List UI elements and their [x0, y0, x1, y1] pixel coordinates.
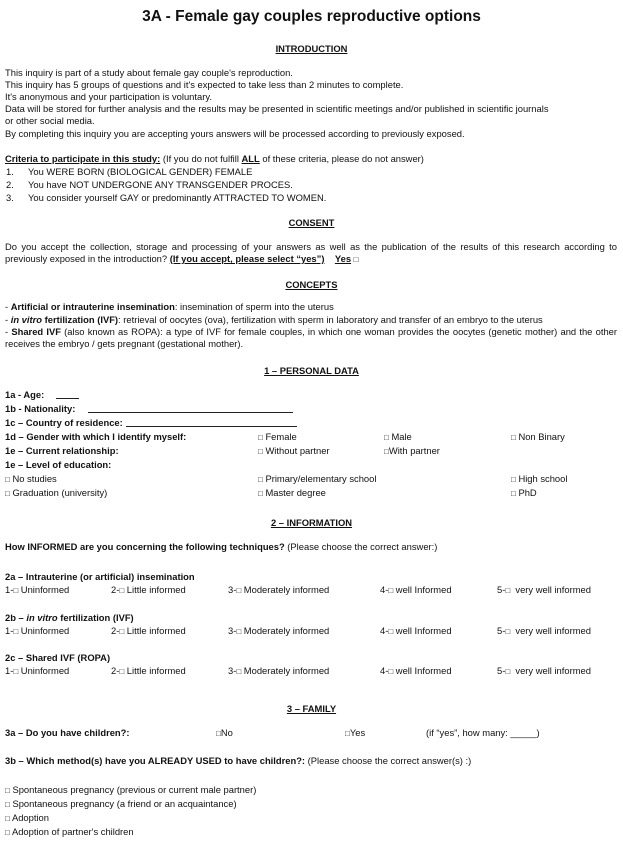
education-option-master[interactable] [258, 487, 326, 499]
checkbox-icon: □ [388, 586, 394, 595]
scale-option-3[interactable] [228, 665, 329, 677]
criteria-header [5, 153, 424, 164]
criteria-item: You have NOT UNDERGONE ANY TRANSGENDER PROCES. [28, 179, 293, 190]
concept-term: fertilization (IVF) [42, 314, 119, 325]
gender-option-male[interactable] [384, 431, 412, 443]
scale-num: 5- [497, 584, 506, 595]
nationality-field[interactable] [88, 403, 293, 413]
method-option[interactable] [5, 812, 49, 824]
gender-option-nonbinary[interactable] [511, 431, 565, 443]
concept-item: - in vitro fertilization (IVF): retrieval of oocytes (ova), fertilization with sperm in laboratory and transfer of an embryo to the uterus [5, 314, 543, 325]
checkbox-icon: □ [119, 627, 125, 636]
checkbox-icon: □ [505, 586, 511, 595]
information-question [5, 541, 437, 552]
technique-prefix: 2b – [5, 612, 27, 623]
methods-question [5, 755, 471, 766]
scale-label: Moderately informed [243, 625, 330, 636]
education-option-no-studies[interactable] [5, 473, 57, 485]
scale-label: Little informed [126, 584, 186, 595]
technique-prefix: 2c – [5, 652, 26, 663]
scale-label: well Informed [395, 625, 452, 636]
scale-option-5[interactable] [497, 584, 591, 596]
scale-num: 1- [5, 625, 14, 636]
scale-label: Moderately informed [243, 584, 330, 595]
family-heading: 3 – FAMILY [286, 703, 337, 714]
checkbox-icon: □ [258, 433, 263, 442]
checkbox-icon: □ [258, 475, 263, 484]
age-label: 1a - Age: [5, 389, 45, 400]
technique-2b-label [5, 612, 134, 623]
option-label: Non Binary [518, 431, 565, 442]
method-option[interactable] [5, 784, 256, 796]
checkbox-icon: □ [258, 447, 263, 456]
scale-option-1[interactable] [5, 584, 69, 596]
option-label: Primary/elementary school [265, 473, 377, 484]
option-label: Without partner [265, 445, 330, 456]
checkbox-icon: □ [345, 729, 350, 738]
concept-term: Shared IVF [11, 326, 61, 337]
option-label: Adoption of partner's children [11, 826, 134, 837]
checkbox-icon: □ [388, 667, 394, 676]
technique-prefix: 2a – [5, 571, 26, 582]
checkbox-icon: □ [13, 667, 19, 676]
option-label: Spontaneous pregnancy (a friend or an acquaintance) [12, 798, 237, 809]
checkbox-icon: □ [388, 627, 394, 636]
option-label: No [220, 727, 233, 738]
checkbox-icon: □ [5, 475, 10, 484]
personal-data-heading: 1 – PERSONAL DATA [264, 365, 359, 376]
relationship-option-with-partner[interactable] [384, 445, 440, 457]
scale-num: 2- [111, 665, 120, 676]
gender-label: 1d – Gender with which I identify myself: [5, 431, 187, 442]
criteria-item: You consider yourself GAY or predominantly ATTRACTED TO WOMEN. [28, 192, 327, 203]
scale-label: Moderately informed [243, 665, 330, 676]
consent-yes-label: Yes [334, 253, 352, 264]
concepts-heading: CONCEPTS [285, 279, 338, 290]
criteria-label: Criteria to participate in this study: [5, 153, 161, 164]
nationality-label: 1b - Nationality: [5, 403, 76, 414]
scale-option-3[interactable] [228, 625, 329, 637]
scale-option-1[interactable] [5, 625, 69, 637]
scale-num: 3- [228, 625, 237, 636]
consent-instruction: (If you accept, please select “yes”) [169, 253, 325, 264]
intro-line: It's anonymous and your participation is voluntary. [5, 91, 212, 102]
checkbox-icon: □ [505, 627, 511, 636]
checkbox-icon: □ [5, 828, 10, 837]
scale-option-4[interactable] [380, 665, 452, 677]
method-option[interactable] [5, 798, 237, 810]
question-text: How INFORMED are you concerning the following techniques? [5, 541, 285, 552]
checkbox-icon: □ [216, 729, 221, 738]
technique-2c-label [5, 652, 110, 663]
checkbox-icon: □ [505, 667, 511, 676]
relationship-label: 1e – Current relationship: [5, 445, 119, 456]
option-label: High school [518, 473, 568, 484]
education-option-phd[interactable] [511, 487, 537, 499]
scale-label: Uninformed [20, 584, 70, 595]
scale-option-2[interactable] [111, 665, 186, 677]
checkbox-icon: □ [236, 586, 242, 595]
question-text: 3b – Which method(s) have you ALREADY USED to have children?: [5, 755, 306, 766]
relationship-option-without-partner[interactable] [258, 445, 330, 457]
option-label: Yes [349, 727, 366, 738]
education-label: 1e – Level of education: [5, 459, 112, 470]
children-question: 3a – Do you have children?: [5, 727, 130, 738]
scale-num: 3- [228, 665, 237, 676]
question-instruction: (Please choose the correct answer:) [284, 541, 438, 552]
checkbox-icon: □ [5, 814, 10, 823]
scale-label: very well informed [515, 584, 591, 595]
scale-label: Uninformed [20, 665, 70, 676]
checkbox-icon: □ [5, 489, 10, 498]
scale-num: 4- [380, 625, 389, 636]
checkbox-icon: □ [119, 667, 125, 676]
scale-num: 2- [111, 625, 120, 636]
checkbox-icon: □ [5, 800, 10, 809]
checkbox-icon: □ [511, 475, 516, 484]
age-field[interactable] [56, 389, 79, 399]
scale-label: Little informed [126, 625, 186, 636]
criteria-item: You WERE BORN (BIOLOGICAL GENDER) FEMALE [28, 166, 253, 177]
technique-italic: in vitro [26, 612, 58, 623]
scale-option-5[interactable] [497, 665, 591, 677]
checkbox-icon: □ [384, 433, 389, 442]
concept-item: - Artificial or intrauterine insemination: insemination of sperm into the uterus [5, 301, 334, 312]
education-option-primary[interactable] [258, 473, 376, 485]
question-instruction: (Please choose the correct answer(s) :) [305, 755, 472, 766]
checkbox-icon: □ [511, 489, 516, 498]
scale-num: 5- [497, 625, 506, 636]
checkbox-icon: □ [511, 433, 516, 442]
option-label: Adoption [11, 812, 49, 823]
technique-2a-label [5, 571, 195, 582]
scale-option-5[interactable] [497, 625, 591, 637]
scale-option-2[interactable] [111, 584, 186, 596]
option-label: Male [391, 431, 412, 442]
technique-name: Intrauterine (or artificial) insemination [25, 571, 195, 582]
scale-label: very well informed [515, 625, 591, 636]
gender-option-female[interactable] [258, 431, 297, 443]
intro-line: This inquiry is part of a study about female gay couple's reproduction. [5, 67, 293, 78]
consent-heading: CONSENT [288, 217, 335, 228]
concept-term: Artificial or intrauterine insemination [10, 301, 175, 312]
checkbox-icon: □ [236, 667, 242, 676]
scale-num: 3- [228, 584, 237, 595]
checkbox-icon: □ [236, 627, 242, 636]
document-title: 3A - Female gay couples reproductive options [142, 8, 481, 25]
scale-num: 5- [497, 665, 506, 676]
information-heading: 2 – INFORMATION [270, 517, 353, 528]
scale-option-3[interactable] [228, 584, 329, 596]
option-label: PhD [518, 487, 537, 498]
technique-name: Shared IVF (ROPA) [25, 652, 111, 663]
scale-option-4[interactable] [380, 584, 452, 596]
country-label: 1c – Country of residence: [5, 417, 123, 428]
scale-num: 4- [380, 665, 389, 676]
children-count-field[interactable]: (if “yes”, how many: _____) [426, 727, 540, 738]
introduction-heading: INTRODUCTION [275, 43, 348, 54]
method-option[interactable] [5, 826, 134, 838]
checkbox-icon: □ [258, 489, 263, 498]
scale-label: Little informed [126, 665, 186, 676]
concept-def: : insemination of sperm into the uterus [174, 301, 334, 312]
concept-def: (also known as ROPA): a type of IVF for female couples, in which one woman provides the oocytes (genetic mother) and the other receives the embryo / gets pregnant (gestational mother). [5, 326, 617, 349]
option-label: Graduation (university) [12, 487, 108, 498]
criteria-note-end: of these criteria, please do not answer) [259, 153, 424, 164]
checkbox-icon: □ [119, 586, 125, 595]
checkbox-icon: □ [13, 627, 19, 636]
children-option-yes[interactable] [345, 727, 365, 739]
concept-def: : retrieval of oocytes (ova), fertilization with sperm in laboratory and transfer of an embryo to the uterus [118, 314, 543, 325]
concept-item: - Shared IVF (also known as ROPA): a type of IVF for female couples, in which one woman provides the oocytes (genetic mother) and the other receives the embryo / gets pregnant (gestational mother). [5, 326, 617, 349]
criteria-num: 2. [6, 179, 14, 190]
option-label: With partner [388, 445, 440, 456]
consent-yes-checkbox[interactable]: □ [353, 255, 359, 264]
intro-line: This inquiry has 5 groups of questions and it's expected to take less than 2 minutes to complete. [5, 79, 404, 90]
technique-name: fertilization (IVF) [57, 612, 134, 623]
scale-option-2[interactable] [111, 625, 186, 637]
scale-num: 1- [5, 665, 14, 676]
scale-num: 1- [5, 584, 14, 595]
criteria-all: ALL [241, 153, 260, 164]
concept-term-italic: in vitro [10, 314, 42, 325]
education-option-high-school[interactable] [511, 473, 567, 485]
checkbox-icon: □ [5, 786, 10, 795]
children-option-no[interactable] [216, 727, 233, 739]
criteria-num: 3. [6, 192, 14, 203]
criteria-note: (If you do not fulfill [160, 153, 242, 164]
scale-label: well Informed [395, 665, 452, 676]
country-field[interactable] [126, 417, 297, 427]
consent-text [5, 241, 617, 266]
scale-label: well Informed [395, 584, 452, 595]
scale-label: Uninformed [20, 625, 70, 636]
scale-num: 2- [111, 584, 120, 595]
scale-option-4[interactable] [380, 625, 452, 637]
intro-line: Data will be stored for further analysis and the results may be presented in scientific meetings and/or published in scientific journals [5, 103, 549, 114]
checkbox-icon: □ [13, 586, 19, 595]
option-label: Master degree [265, 487, 326, 498]
consent-question: Do you accept the collection, storage and processing of your answers as well as the publication of the results of this research according to previously exposed in the introduction? [5, 241, 617, 264]
scale-num: 4- [380, 584, 389, 595]
criteria-num: 1. [6, 166, 14, 177]
option-label: Spontaneous pregnancy (previous or current male partner) [12, 784, 257, 795]
education-option-graduation[interactable] [5, 487, 107, 499]
scale-label: very well informed [515, 665, 591, 676]
checkbox-icon: □ [384, 447, 389, 456]
option-label: No studies [12, 473, 57, 484]
scale-option-1[interactable] [5, 665, 69, 677]
option-label: Female [265, 431, 297, 442]
intro-line: or other social media. [5, 115, 95, 126]
intro-line: By completing this inquiry you are accepting yours answers will be processed according to previously exposed. [5, 128, 465, 139]
